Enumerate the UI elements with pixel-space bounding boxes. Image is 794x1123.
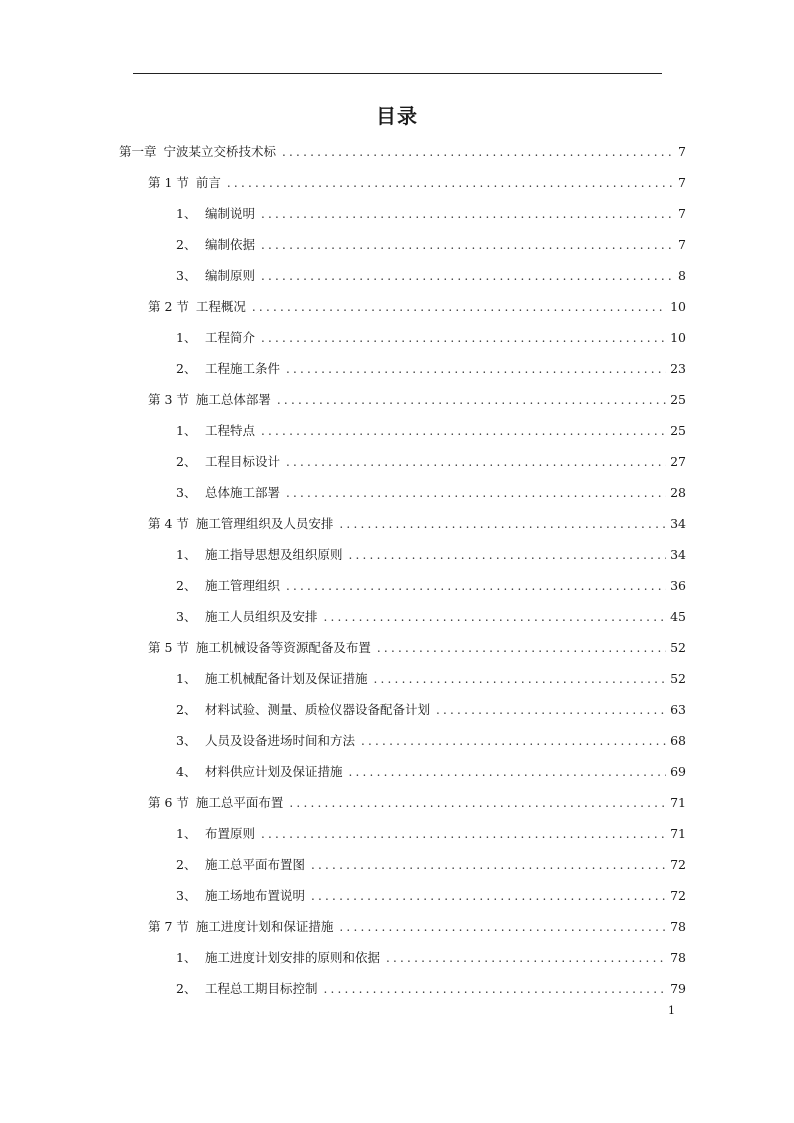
toc-subsection-entry[interactable]	[176, 452, 686, 472]
toc-entry-number: 第 6 节	[148, 795, 189, 810]
toc-dot-leader	[374, 669, 667, 689]
toc-dot-leader	[286, 576, 666, 596]
toc-section-entry[interactable]	[148, 297, 686, 317]
toc-subsection-entry[interactable]	[176, 235, 686, 255]
toc-entry-number: 1、	[176, 547, 197, 562]
toc-entry-page: 7	[678, 237, 686, 252]
toc-dot-leader	[349, 545, 667, 565]
toc-entry-number: 2、	[176, 578, 197, 593]
toc-entry-title: 总体施工部署	[205, 485, 281, 500]
toc-dot-leader	[261, 266, 674, 286]
toc-dot-leader	[324, 607, 667, 627]
toc-entry-title: 编制依据	[205, 237, 256, 252]
toc-entry-title: 工程特点	[205, 423, 256, 438]
toc-entry-page: 52	[670, 640, 686, 655]
toc-subsection-entry[interactable]	[176, 483, 686, 503]
toc-entry-title: 编制原则	[205, 268, 256, 283]
toc-subsection-entry[interactable]	[176, 545, 686, 565]
toc-entry-number: 1、	[176, 826, 197, 841]
toc-entry-number: 3、	[176, 485, 197, 500]
toc-subsection-entry[interactable]	[176, 979, 686, 999]
toc-dot-leader	[386, 948, 666, 968]
toc-section-entry[interactable]	[148, 390, 686, 410]
toc-entry-page: 25	[670, 423, 686, 438]
toc-dot-leader	[286, 452, 666, 472]
toc-dot-leader	[311, 855, 666, 875]
toc-subsection-entry[interactable]	[176, 359, 686, 379]
toc-entry-number: 第 4 节	[148, 516, 189, 531]
toc-entry-page: 79	[670, 981, 686, 996]
toc-subsection-entry[interactable]	[176, 855, 686, 875]
page-title: 目录	[376, 104, 418, 128]
toc-entry-number: 2、	[176, 361, 197, 376]
toc-dot-leader	[261, 421, 666, 441]
toc-subsection-entry[interactable]	[176, 266, 686, 286]
toc-entry-title: 布置原则	[205, 826, 256, 841]
toc-entry-number: 第 2 节	[148, 299, 189, 314]
toc-entry-number: 2、	[176, 981, 197, 996]
toc-entry-title: 工程概况	[195, 299, 246, 314]
toc-entry-title: 工程目标设计	[205, 454, 281, 469]
toc-entry-title: 工程总工期目标控制	[205, 981, 318, 996]
toc-dot-leader	[282, 142, 674, 162]
toc-entry-page: 63	[670, 702, 686, 717]
toc-entry-number: 1、	[176, 330, 197, 345]
toc-entry-page: 68	[670, 733, 686, 748]
toc-entry-page: 78	[670, 950, 686, 965]
toc-entry-title: 材料供应计划及保证措施	[205, 764, 343, 779]
toc-dot-leader	[261, 824, 666, 844]
toc-subsection-entry[interactable]	[176, 204, 686, 224]
toc-entry-page: 78	[670, 919, 686, 934]
toc-subsection-entry[interactable]	[176, 731, 686, 751]
toc-entry-page: 28	[670, 485, 686, 500]
toc-entry-page: 72	[670, 857, 686, 872]
toc-entry-page: 52	[670, 671, 686, 686]
toc-subsection-entry[interactable]	[176, 421, 686, 441]
toc-dot-leader	[277, 390, 666, 410]
toc-entry-page: 34	[670, 547, 686, 562]
toc-entry-number: 3、	[176, 609, 197, 624]
toc-subsection-entry[interactable]	[176, 700, 686, 720]
toc-dot-leader	[261, 204, 674, 224]
toc-dot-leader	[324, 979, 667, 999]
toc-entry-title: 材料试验、测量、质检仪器设备配备计划	[205, 702, 431, 717]
toc-entry-title: 施工进度计划和保证措施	[195, 919, 334, 934]
toc-entry-number: 第 3 节	[148, 392, 189, 407]
toc-subsection-entry[interactable]	[176, 607, 686, 627]
toc-entry-number: 3、	[176, 268, 197, 283]
toc-entry-number: 2、	[176, 454, 197, 469]
toc-section-entry[interactable]	[148, 173, 686, 193]
toc-subsection-entry[interactable]	[176, 669, 686, 689]
toc-entry-number: 3、	[176, 733, 197, 748]
toc-entry-page: 8	[678, 268, 686, 283]
toc-entry-title: 施工总平面布置	[195, 795, 284, 810]
toc-subsection-entry[interactable]	[176, 762, 686, 782]
toc-section-entry[interactable]	[148, 917, 686, 937]
toc-dot-leader	[339, 917, 666, 937]
toc-entry-page: 7	[678, 206, 686, 221]
toc-entry-title: 编制说明	[205, 206, 256, 221]
toc-entry-page: 23	[670, 361, 686, 376]
header-rule	[133, 73, 662, 74]
toc-entry-page: 10	[670, 299, 686, 314]
toc-dot-leader	[377, 638, 666, 658]
toc-entry-number: 2、	[176, 857, 197, 872]
toc-entry-number: 第 1 节	[148, 175, 189, 190]
toc-dot-leader	[252, 297, 666, 317]
toc-entry-number: 1、	[176, 671, 197, 686]
toc-entry-page: 36	[670, 578, 686, 593]
toc-entry-title: 施工机械配备计划及保证措施	[205, 671, 368, 686]
toc-entry-number: 2、	[176, 237, 197, 252]
toc-entry-page: 7	[678, 144, 686, 159]
toc-dot-leader	[289, 793, 666, 813]
toc-dot-leader	[436, 700, 666, 720]
toc-entry-number: 1、	[176, 206, 197, 221]
toc-entry-title: 宁波某立交桥技术标	[163, 144, 277, 159]
toc-chapter-entry[interactable]	[119, 142, 686, 162]
toc-entry-number: 第一章	[119, 144, 157, 159]
toc-dot-leader	[261, 235, 674, 255]
toc-entry-title: 工程简介	[205, 330, 256, 345]
toc-entry-page: 71	[670, 795, 686, 810]
toc-dot-leader	[339, 514, 666, 534]
toc-entry-title: 施工指导思想及组织原则	[205, 547, 343, 562]
toc-entry-number: 第 7 节	[148, 919, 189, 934]
toc-subsection-entry[interactable]	[176, 948, 686, 968]
toc-dot-leader	[286, 483, 666, 503]
page-number: 1	[668, 1004, 675, 1017]
toc-entry-number: 3、	[176, 888, 197, 903]
toc-subsection-entry[interactable]	[176, 886, 686, 906]
toc-entry-title: 施工管理组织及人员安排	[195, 516, 334, 531]
toc-entry-page: 45	[670, 609, 686, 624]
toc-section-entry[interactable]	[148, 638, 686, 658]
toc-dot-leader	[286, 359, 666, 379]
toc-entry-page: 72	[670, 888, 686, 903]
toc-subsection-entry[interactable]	[176, 824, 686, 844]
toc-entry-title: 施工人员组织及安排	[205, 609, 318, 624]
toc-entry-title: 施工总平面布置图	[205, 857, 306, 872]
toc-dot-leader	[227, 173, 674, 193]
toc-entry-page: 71	[670, 826, 686, 841]
toc-entry-title: 施工机械设备等资源配备及布置	[195, 640, 371, 655]
toc-entry-page: 34	[670, 516, 686, 531]
toc-entry-page: 69	[670, 764, 686, 779]
toc-entry-number: 第 5 节	[148, 640, 189, 655]
toc-entry-number: 1、	[176, 423, 197, 438]
toc-entry-page: 10	[670, 330, 686, 345]
toc-entry-title: 施工管理组织	[205, 578, 281, 593]
toc-entry-number: 4、	[176, 764, 197, 779]
toc-entry-page: 7	[678, 175, 686, 190]
toc-dot-leader	[261, 328, 666, 348]
toc-entry-title: 前言	[195, 175, 221, 190]
toc-entry-title: 施工进度计划安排的原则和依据	[205, 950, 381, 965]
toc-subsection-entry[interactable]	[176, 576, 686, 596]
toc-entry-number: 1、	[176, 950, 197, 965]
toc-section-entry[interactable]	[148, 514, 686, 534]
toc-entry-page: 27	[670, 454, 686, 469]
toc-dot-leader	[311, 886, 666, 906]
toc-entry-title: 工程施工条件	[205, 361, 281, 376]
toc-entry-number: 2、	[176, 702, 197, 717]
toc-subsection-entry[interactable]	[176, 328, 686, 348]
toc-entry-title: 人员及设备进场时间和方法	[205, 733, 356, 748]
toc-entry-title: 施工总体部署	[195, 392, 271, 407]
toc-dot-leader	[349, 762, 667, 782]
toc-section-entry[interactable]	[148, 793, 686, 813]
toc-entry-title: 施工场地布置说明	[205, 888, 306, 903]
toc-entry-page: 25	[670, 392, 686, 407]
toc-dot-leader	[361, 731, 666, 751]
